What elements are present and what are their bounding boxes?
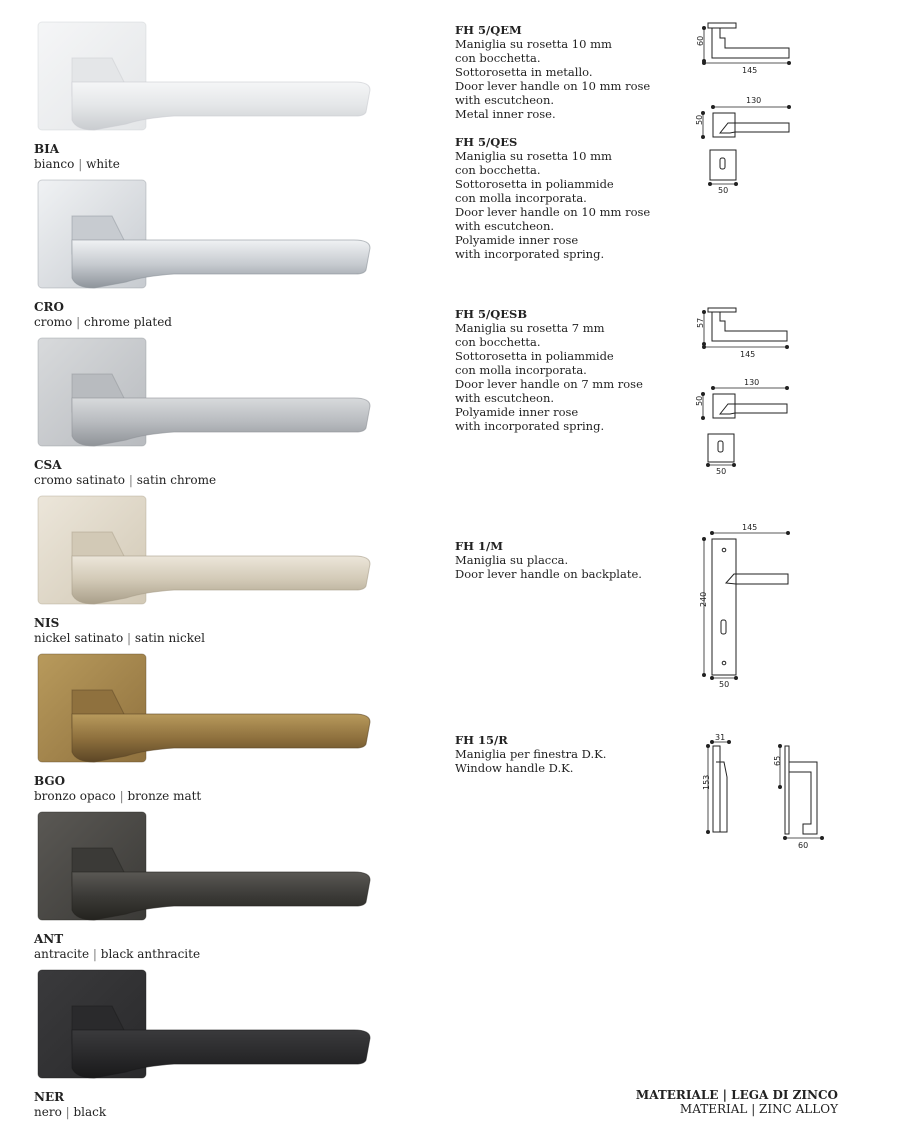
product-fh5-qes [455, 135, 675, 261]
drawing-fh5-qes-top [690, 95, 800, 195]
dim-width: 31 [715, 733, 726, 742]
product-desc-line: Sottorosetta in poliammide [455, 177, 614, 191]
finish-ner [0, 968, 400, 1126]
finish-label [34, 1090, 106, 1120]
dim-escutcheon: 50 [718, 186, 729, 195]
finish-bia [0, 20, 400, 178]
handle-image [34, 494, 379, 612]
drawing-fh1-m [690, 523, 800, 693]
product-desc-line: con molla incorporata. [455, 191, 587, 205]
finish-name-en: black [73, 1105, 107, 1119]
dim-escutcheon: 50 [716, 467, 727, 476]
product-desc-line: Polyamide inner rose [455, 233, 579, 247]
finish-nis [0, 494, 400, 652]
finish-separator: | [65, 1105, 70, 1119]
finish-name-it: bronzo opaco [34, 789, 116, 803]
finish-name-en: black anthracite [100, 947, 201, 961]
product-desc-line: Maniglia su placca. [455, 553, 569, 567]
finish-code: BIA [34, 142, 60, 156]
drawing-fh5-qesb-top [690, 377, 800, 477]
product-desc-line: Door lever handle on 10 mm rose [455, 79, 651, 93]
handle-image [34, 810, 379, 928]
dim-height: 60 [696, 35, 705, 46]
drawing-fh15-r [690, 732, 840, 857]
product-desc-line: Window handle D.K. [455, 761, 574, 775]
product-desc-line: Sottorosetta in poliammide [455, 349, 614, 363]
finish-label [34, 300, 172, 330]
product-fh5-qesb [455, 307, 675, 433]
product-desc-line: Sottorosetta in metallo. [455, 65, 593, 79]
product-code: FH 1/M [455, 539, 503, 553]
product-desc-line: Maniglia su rosetta 10 mm [455, 149, 612, 163]
product-desc-line: with escutcheon. [455, 93, 555, 107]
finish-label [34, 616, 205, 646]
finish-bgo [0, 652, 400, 810]
handle-image [34, 652, 379, 770]
product-desc-line: Maniglia su rosetta 10 mm [455, 37, 612, 51]
material-en: MATERIAL | ZINC ALLOY [679, 1102, 838, 1116]
dim-height: 50 [695, 395, 704, 406]
product-code: FH 5/QES [455, 135, 518, 149]
dim-width: 130 [746, 96, 762, 105]
finish-cro [0, 178, 400, 336]
finish-name-it: nickel satinato [34, 631, 124, 645]
handle-image [34, 20, 379, 138]
finish-name-it: cromo [34, 315, 73, 329]
product-fh15-r [455, 733, 675, 775]
finish-code: BGO [34, 774, 66, 788]
material-it: MATERIALE | LEGA DI ZINCO [635, 1088, 838, 1102]
finish-label [34, 142, 120, 172]
finish-label [34, 458, 216, 488]
finish-name-en: bronze matt [127, 789, 202, 803]
product-desc-line: Maniglia su rosetta 7 mm [455, 321, 605, 335]
dim-height: 153 [702, 774, 711, 790]
handle-image [34, 336, 379, 454]
material-footer [636, 1088, 838, 1116]
finish-ant [0, 810, 400, 968]
product-fh5-qem [455, 23, 675, 121]
product-desc-line: with escutcheon. [455, 391, 555, 405]
dim-height: 50 [695, 114, 704, 125]
finish-name-en: chrome plated [84, 315, 172, 329]
product-desc-line: Metal inner rose. [455, 107, 556, 121]
dim-width: 145 [742, 66, 758, 75]
finish-code: NER [34, 1090, 65, 1104]
dim-height: 240 [699, 591, 708, 607]
dim-width: 145 [742, 523, 758, 532]
dim-backplate: 50 [719, 680, 730, 689]
product-desc-line: with incorporated spring. [455, 247, 605, 261]
finish-name-en: satin nickel [134, 631, 205, 645]
finish-separator: | [128, 473, 133, 487]
finish-name-en: white [86, 157, 120, 171]
finish-csa [0, 336, 400, 494]
product-desc-line: Maniglia per finestra D.K. [455, 747, 607, 761]
finish-label [34, 932, 200, 962]
product-desc-line: con bocchetta. [455, 163, 541, 177]
finish-code: CSA [34, 458, 62, 472]
product-desc-line: con bocchetta. [455, 51, 541, 65]
product-code: FH 15/R [455, 733, 508, 747]
dim-height: 57 [696, 317, 705, 328]
finish-name-it: antracite [34, 947, 90, 961]
dim-height-2: 65 [773, 755, 782, 766]
finish-separator: | [78, 157, 83, 171]
handle-image [34, 968, 379, 1086]
product-desc-line: Door lever handle on 10 mm rose [455, 205, 651, 219]
finish-name-it: cromo satinato [34, 473, 126, 487]
finish-separator: | [76, 315, 81, 329]
finish-separator: | [92, 947, 97, 961]
product-fh1-m [455, 539, 675, 581]
handle-image [34, 178, 379, 296]
drawing-fh5-qesb-side [690, 303, 800, 363]
finish-separator: | [119, 789, 124, 803]
product-code: FH 5/QEM [455, 23, 522, 37]
product-desc-line: con molla incorporata. [455, 363, 587, 377]
product-desc-line: with escutcheon. [455, 219, 555, 233]
product-desc-line: Door lever handle on backplate. [455, 567, 642, 581]
product-desc-line: Door lever handle on 7 mm rose [455, 377, 643, 391]
finish-code: CRO [34, 300, 64, 314]
product-code: FH 5/QESB [455, 307, 528, 321]
dim-width: 145 [740, 350, 756, 359]
finish-code: ANT [34, 932, 64, 946]
finish-separator: | [127, 631, 132, 645]
dim-width-2: 60 [798, 841, 809, 850]
finish-label [34, 774, 201, 804]
finish-name-it: bianco [34, 157, 75, 171]
product-desc-line: Polyamide inner rose [455, 405, 579, 419]
drawing-fh5-qem-side [690, 18, 800, 78]
dim-width: 130 [744, 378, 760, 387]
finish-name-it: nero [34, 1105, 62, 1119]
finish-name-en: satin chrome [136, 473, 217, 487]
finish-code: NIS [34, 616, 60, 630]
product-desc-line: con bocchetta. [455, 335, 541, 349]
product-desc-line: with incorporated spring. [455, 419, 605, 433]
